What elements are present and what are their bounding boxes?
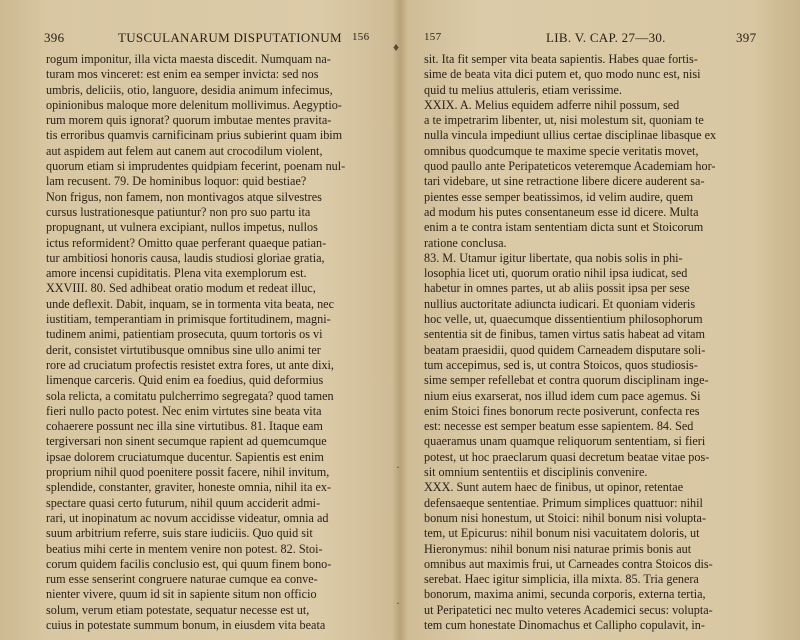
- left-inner-number: 156: [352, 31, 370, 43]
- right-body-text: [424, 52, 764, 633]
- text-line: quorum etiam si imprudentes quidpiam fecerint, poenam nul-: [46, 159, 346, 174]
- gutter-mark-bottom: ·: [396, 596, 400, 610]
- left-page-number: 396: [44, 30, 65, 45]
- text-line: nullius auctoritate adiuncta iudicari. Et quoniam videris: [424, 296, 696, 311]
- text-line: a te impetrarim libenter, ut, nisi molestum sit, quoniam te: [424, 113, 704, 128]
- text-line: umbris, deliciis, otio, languore, desidia animum infecimus,: [46, 82, 333, 97]
- text-line: rogum imponitur, illa victa maesta discedit. Numquam na-: [46, 52, 331, 66]
- text-line: solum, verum etiam potestate, sequatur necesse est ut,: [46, 602, 310, 617]
- text-line: rari, ut inopinatum ac novum accidisse videatur, omnia ad: [46, 510, 329, 525]
- text-line: ratione conclusa.: [424, 235, 507, 250]
- text-line: serebat. Haec igitur simplicia, illa mixta. 85. Tria genera: [424, 572, 699, 587]
- text-line: sententia sit de finibus, tamen virtus satis habeat ad vitam: [424, 327, 705, 342]
- text-line: opinionibus maloque more delenitum mollivimus. Aegyptio-: [46, 97, 342, 112]
- text-line: tergiversari non sinent secumque rapient ad quemcumque: [46, 434, 327, 449]
- text-line: tum accepimus, sed is, ut contra Stoicos, quos studiosis-: [424, 357, 698, 372]
- text-line: rum esse senserint congruere naturae cumque ea conve-: [46, 572, 318, 587]
- left-body-text: [46, 52, 376, 633]
- text-line: bonum nisi honestum, ut Stoici: nihil bonum nisi volupta-: [424, 510, 707, 525]
- text-line: beatius mihi certe in mentem venire non potest. 82. Stoi-: [46, 541, 323, 556]
- text-line: suum arbitrium referre, suis stare iudiciis. Quo quid sit: [46, 526, 313, 541]
- text-line: fieri nullo pacto potest. Nec enim virtutes sine beata vita: [46, 403, 322, 418]
- text-line: enim a te contra istam sententiam dicta sunt et Stoicorum: [424, 220, 704, 235]
- text-line: pientes esse semper beatissimos, id velim audire, quem: [424, 189, 694, 204]
- text-line: nienter vivere, quum id sit in sapiente situm non officio: [46, 587, 317, 602]
- text-line: sit omnium sententiis et disciplinis convenire.: [424, 465, 648, 480]
- right-page: [400, 0, 800, 640]
- text-line: ad modum his putes consentaneum esse id dicere. Multa: [424, 204, 699, 219]
- left-running-title: TUSCULANARUM DISPUTATIONUM: [118, 30, 342, 45]
- right-page-number: 397: [736, 30, 757, 45]
- text-line: nulla vincula impediunt ullius certae disciplinae libasque ex: [424, 128, 717, 143]
- text-line: XXIX. A. Melius equidem adferre nihil possum, sed: [424, 97, 680, 112]
- text-line: tem cum honestate Dinomachus et Callipho copulavit, in-: [424, 617, 705, 632]
- text-line: derit, consistet virtutibusque omnibus sine ullo animi ter: [46, 342, 321, 357]
- text-line: amore incensi cupiditatis. Plena vita exemplorum est.: [46, 266, 307, 281]
- text-line: propugnant, ut vulnera excipiant, nullos impetus, nullos: [46, 220, 318, 235]
- text-line: sime de beata vita dici putem et, quo modo nunc est, nisi: [424, 67, 701, 82]
- text-line: quod paullo ante Peripateticos veteremque Academiam hor-: [424, 159, 716, 174]
- text-line: ipsae dolorem cruciatumque ducentur. Sapientis est enim: [46, 449, 324, 464]
- text-line: beatam praesidii, quod quidem Carneadem disputare soli-: [424, 342, 706, 357]
- text-line: quid tu melius attuleris, etiam verissime.: [424, 82, 623, 97]
- text-line: sit. Ita fit semper vita beata sapientis. Habes quae fortis-: [424, 52, 698, 66]
- text-line: sola relicta, a comitatu pulcherrimo segregata? quod tamen: [46, 388, 334, 403]
- text-line: losophia licet uti, quorum oratio nihil ipsa iudicat, sed: [424, 266, 688, 281]
- text-line: iustitiam, temperantiam in primisque fortitudinem, magni-: [46, 312, 331, 327]
- text-line: cohaerere possunt nec illa sine virtutibus. 81. Itaque eam: [46, 419, 323, 434]
- text-line: defensaeque sententiae. Primum simplices quattuor: nihil: [424, 495, 703, 510]
- text-line: hoc velle, ut, quaecumque dissentientium philosophorum: [424, 312, 703, 327]
- text-line: sime semper refellebat et contra quorum disciplinam inge-: [424, 373, 709, 388]
- text-line: quaeramus unam quamque reliquorum sententiam, si fieri: [424, 434, 706, 449]
- text-line: tari videbare, ut sine retractione libere dicere auderent sa-: [424, 174, 705, 189]
- text-line: tis erroribus quamvis carnificinam prius subierint quam ibim: [46, 128, 343, 143]
- text-line: Non frigus, non famem, non montivagos atque silvestres: [46, 189, 322, 204]
- text-line: spectare quasi certo futurum, nihil quum acciderit admi-: [46, 495, 321, 510]
- text-line: Hieronymus: nihil bonum nisi naturae primis bonis aut: [424, 541, 692, 556]
- text-line: 83. M. Utamur igitur libertate, qua nobis solis in phi-: [424, 250, 683, 265]
- text-line: potest, ut hoc praeclarum quasi decretum beatae vitae pos-: [424, 449, 710, 464]
- text-line: enim Stoici fines bonorum recte posiverunt, confecta res: [424, 403, 700, 418]
- text-line: limenque carceris. Quid enim ea foedius, quid deformius: [46, 373, 324, 388]
- text-line: nium eius exarserat, nos illud idem cum pace agemus. Si: [424, 388, 701, 403]
- text-line: tudinem animi, patientiam prosecuta, quum tortoris os vi: [46, 327, 323, 342]
- text-line: corum quidem facilis conclusio est, qui quum finem bono-: [46, 556, 332, 571]
- text-line: ictus reformident? Omitto quae perferant quaeque patian-: [46, 235, 327, 250]
- text-line: splendide, constanter, graviter, honeste omnia, nihil ita ex-: [46, 480, 332, 495]
- text-line: est: necesse est semper beatum esse sapientem. 84. Sed: [424, 419, 694, 434]
- right-running-title: LIB. V. CAP. 27—30.: [546, 30, 666, 45]
- text-line: lam recusent. 79. De hominibus loquor: quid bestiae?: [46, 174, 307, 189]
- text-line: cuius in potestate summum bonum, in eiusdem vita beata: [46, 617, 326, 632]
- right-inner-number: 157: [424, 31, 442, 43]
- text-line: proprium nihil quod poenitere possit facere, nihil invitum,: [46, 465, 330, 480]
- text-line: turam mos vinceret: est enim ea semper invicta: sed nos: [46, 67, 319, 82]
- text-line: aut aspidem aut felem aut canem aut crocodilum violent,: [46, 143, 323, 158]
- text-line: tem, ut Epicurus: nihil bonum nisi vacuitatem doloris, ut: [424, 526, 700, 541]
- text-line: tur ambitiosi honoris causa, laudis studiosi gloriae gratia,: [46, 250, 325, 265]
- text-line: unde deflexit. Dabit, inquam, se in tormenta vita beata, nec: [46, 296, 335, 311]
- gutter-mark-middle: ·: [396, 460, 400, 474]
- text-line: XXX. Sunt autem haec de finibus, ut opinor, retentae: [424, 480, 684, 495]
- text-line: bonorum, maxima animi, secunda corporis, externa tertia,: [424, 587, 706, 602]
- text-line: omnibus aut maximis frui, ut Carneades contra Stoicos dis-: [424, 556, 713, 571]
- gutter-mark-top: ♦: [393, 40, 400, 54]
- text-line: habetur in omnes partes, ut ab aliis possit ipsa per sese: [424, 281, 690, 296]
- text-line: cursus lustrationesque patiuntur? non pro suo partu ita: [46, 204, 311, 219]
- text-line: rum morem quis ignorat? quorum imbutae mentes pravita-: [46, 113, 332, 128]
- text-line: rore ad cruciatum profectis resistet extra fores, ut ante dixi,: [46, 357, 334, 372]
- text-line: ut Peripatetici nec multo veteres Academici secus: volupta-: [424, 602, 713, 617]
- text-line: XXVIII. 80. Sed adhibeat oratio modum et redeat illuc,: [46, 281, 316, 296]
- text-line: omnibus quodcumque te maxime specie veritatis movet,: [424, 143, 699, 158]
